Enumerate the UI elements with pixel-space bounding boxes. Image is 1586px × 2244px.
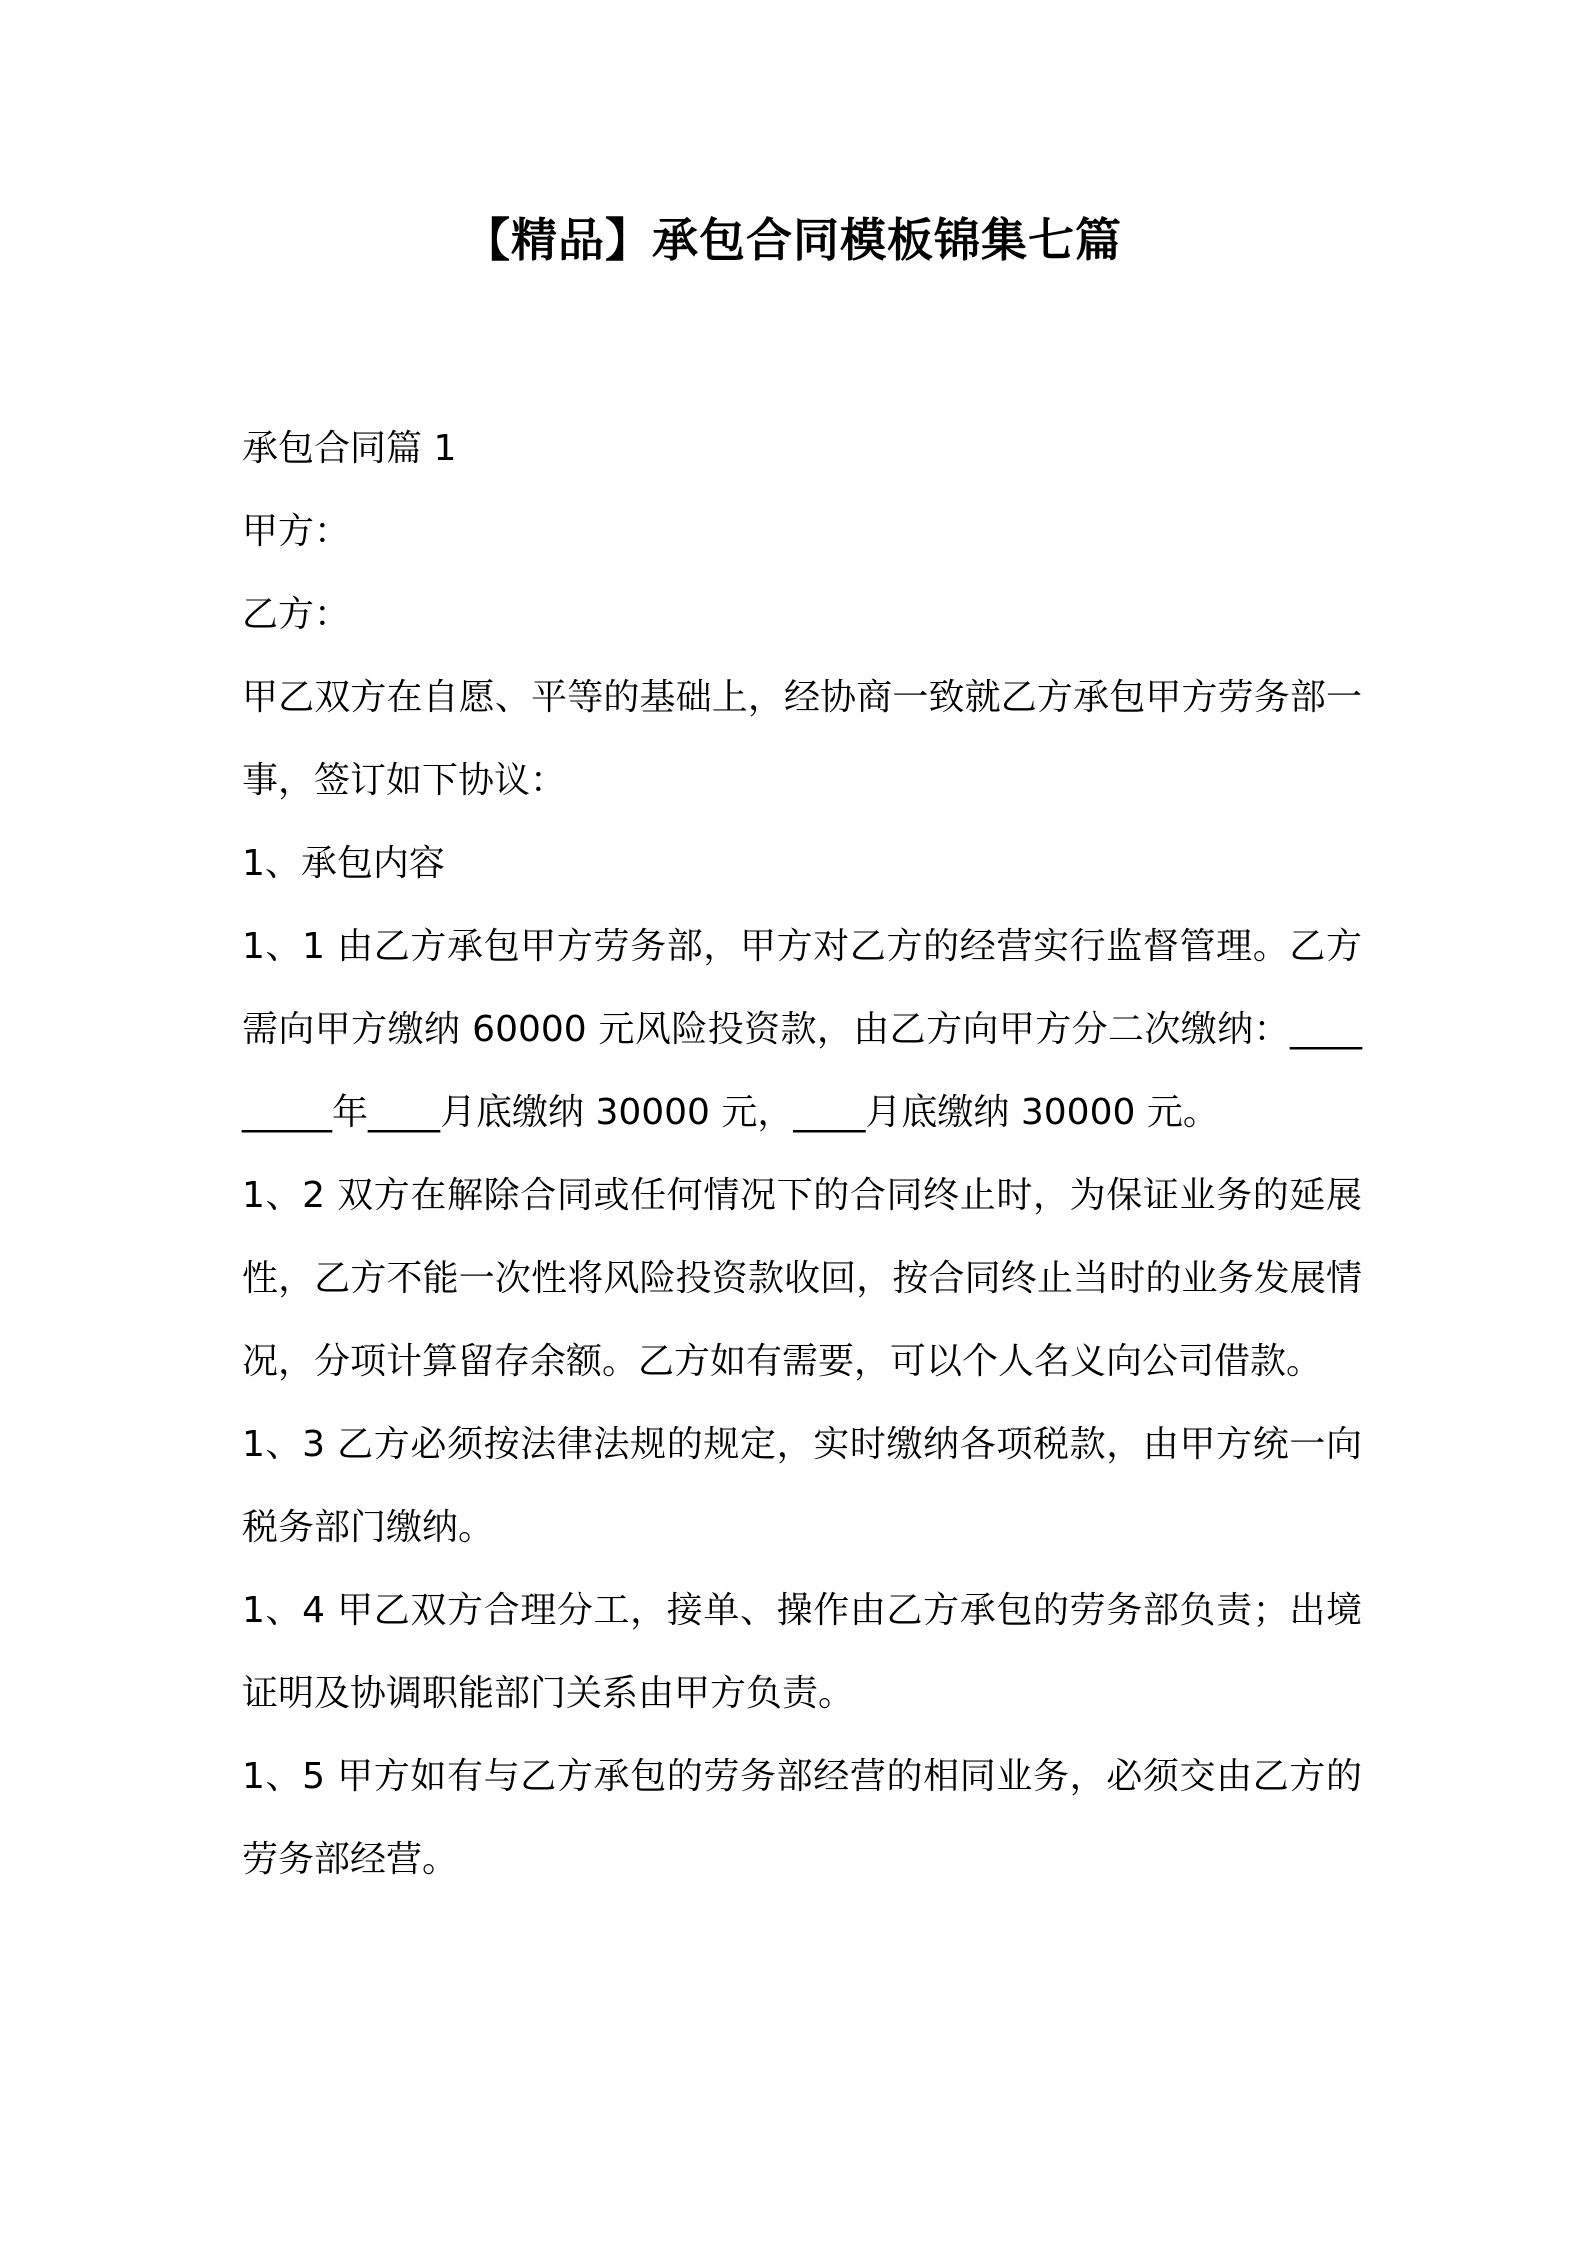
clause-paragraph: 1、5 甲方如有与乙方承包的劳务部经营的相同业务，必须交由乙方的劳务部经营。 xyxy=(242,1756,1362,1880)
clause-paragraph: 1、2 双方在解除合同或任何情况下的合同终止时，为保证业务的延展性，乙方不能一次性将风险投资款收回，按合同终止当时的业务发展情况，分项计算留存余额。乙方如有需要，可以个人名义向公司借款。 xyxy=(242,1175,1362,1382)
party-b-line: 乙方： xyxy=(242,594,351,635)
section-heading: 承包合同篇 1 xyxy=(242,428,457,469)
clause-paragraph: 1、4 甲乙双方合理分工，接单、操作由乙方承包的劳务部负责；出境证明及协调职能部门关系由甲方负责。 xyxy=(242,1590,1362,1714)
document-body xyxy=(242,407,1362,1901)
document-title: 【精品】承包合同模板锦集七篇 xyxy=(464,213,1122,267)
clause-paragraph: 1、1 由乙方承包甲方劳务部，甲方对乙方的经营实行监督管理。乙方需向甲方缴纳 60000 元风险投资款，由乙方向甲方分二次缴纳：_________年____月底缴纳 30000 元，____月底缴纳 30000 元。 xyxy=(242,926,1362,1133)
clause-paragraph: 1、3 乙方必须按法律法规的规定，实时缴纳各项税款，由甲方统一向税务部门缴纳。 xyxy=(242,1424,1362,1548)
preamble-paragraph: 甲乙双方在自愿、平等的基础上，经协商一致就乙方承包甲方劳务部一事，签订如下协议： xyxy=(242,677,1362,801)
clause-heading: 1、承包内容 xyxy=(242,843,445,884)
party-a-line: 甲方： xyxy=(242,511,351,552)
